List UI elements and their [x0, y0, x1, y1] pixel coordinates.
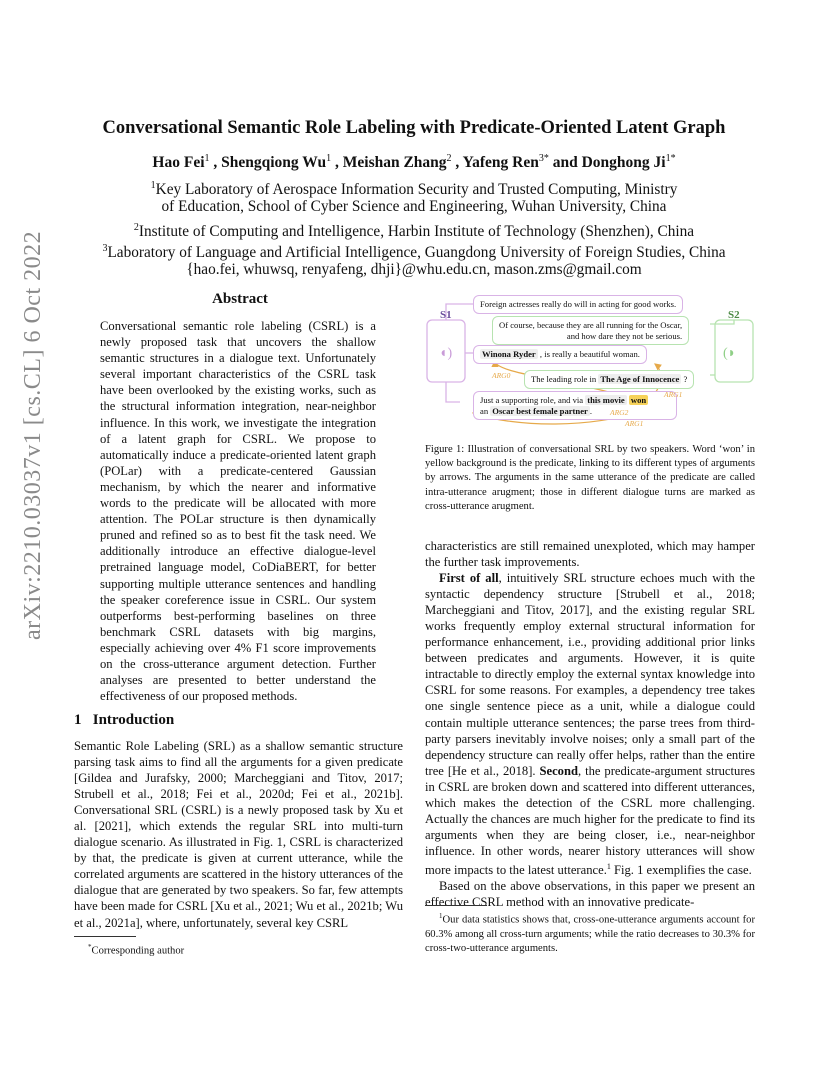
speaker-2-label: S2 — [728, 309, 740, 321]
author: Yafeng Ren — [462, 154, 539, 172]
author-emails: {hao.fei, whuwsq, renyafeng, dhji}@whu.edu.cn, mason.zms@gmail.com — [186, 261, 642, 278]
author: Hao Fei — [152, 154, 205, 172]
paragraph: characteristics are still remained unexploted, which may hamper the further task improvements. — [425, 539, 755, 570]
arxiv-identifier: arXiv:2210.03037v1 [cs.CL] 6 Oct 2022 — [20, 230, 46, 640]
utterance: The leading role in The Age of Innocence ? — [524, 370, 694, 389]
arg-label: ARG2 — [610, 408, 629, 417]
utterance: Foreign actresses really do will in acting for good works. — [473, 295, 683, 314]
affiliation: $^1$Key Laboratory of Aerospace Information Security and Trusted Computing, Ministry — [150, 180, 678, 199]
footnote-right: $^1$Our data statistics shows that, cross-one-utterance arguments account for 60.3% among all cross-turn arguments; while the ratio decreases to 30.3% for cross-two-utterance arguments. — [425, 905, 755, 956]
author: Donghong Ji — [581, 154, 666, 172]
arg-label: ARG0 — [492, 371, 511, 380]
utterance: Winona Ryder , is really a beautiful woman. — [473, 345, 647, 364]
abstract-heading: Abstract — [212, 291, 268, 307]
intro-left-column — [74, 738, 403, 931]
figure-1 — [425, 290, 755, 435]
paragraph: Semantic Role Labeling (SRL) as a shallow semantic structure parsing task aims to find all the arguments for a given predicate [Gildea and Jurafsky, 2000; Marcheggiani and Titov, 2017; Strubell et al., 2018; Fei et al., 2020d; Fei et al., 2021b]. Conversational SRL (CSRL) is a newly proposed task by Xu et al. [2021], which extends the regular SRL into multi-turn dialogue scenario. As illustrated in Fig. 1, CSRL is characterized by that, the predicate is given at current utterance, while the correlated arguments are scattered in the history utterances of the dialogue that are generated by two speakers. So far, few attempts have been made for CSRL [Xu et al., 2021; Wu et al., 2021b; Wu et al., 2021a], where, unfortunately, several key CSRL — [74, 739, 403, 930]
intro-right-column — [425, 538, 755, 910]
affiliation: of Education, School of Cyber Science and Engineering, Wuhan University, China — [161, 198, 667, 215]
footnote-left: *Corresponding author — [74, 936, 184, 959]
arg-label: ARG1 — [625, 419, 644, 428]
svg-text:(◗: (◗ — [723, 346, 737, 361]
figure-caption: Figure 1: Illustration of conversational SRL by two speakers. Word ‘won’ in yellow background is the predicate, linking to its different types of arguments by arrows. The arguments in the same utterance of the predicate are called intra-utterance arugment; those in different dialogue turns are marked as cross-utterance arugment. — [425, 444, 755, 512]
paper-title: Conversational Semantic Role Labeling with Predicate-Oriented Latent Graph — [102, 118, 726, 138]
paragraph: Based on the above observations, in this paper we present an effective CSRL method with an innovative predicate- — [425, 879, 755, 910]
arg-label: ARG1 — [664, 390, 683, 399]
author: Meishan Zhang — [342, 154, 447, 172]
svg-text:◖): ◖) — [439, 346, 453, 361]
utterance: Of course, because they are all running for the Oscar, and how dare they not be serious. — [492, 316, 689, 345]
utterance: Just a supporting role, and via this movie won an Oscar best female partner . — [473, 391, 677, 420]
author-list: Hao Fei$^1$ , Shengqiong Wu$^1$ , Meishan Zhang$^2$ , Yafeng Ren$^{3*}$ and Donghong $Ji^{1*}$ — [152, 153, 676, 172]
affiliation: $^2$Institute of Computing and Intelligence, Harbin Institute of Technology (Shenzhen), China — [133, 222, 695, 241]
affiliation: $^3$Laboratory of Language and Artificial Intelligence, Guangdong University of Foreign Studies, China — [102, 243, 726, 262]
author: Shengqiong Wu — [221, 154, 327, 172]
abstract-body: Conversational semantic role labeling (CSRL) is a newly proposed task that uncovers the shallow semantic structures in a dialogue text. Unfortunately several important characteristics of the CSRL task have been overlooked by the existing works, such as the structural information integration, near-neighbor influence. In this work, we investigate the integration of a latent graph for CSRL. We propose to automatically induce a predicate-oriented latent graph (POLar) with a predicate-centered Gaussian mechanism, by which the nearer and informative words to the predicate will be allocated with more attention. The POLar structure is then dynamically pruned and refined so as to best fit the task need. We additionally introduce an effective dialogue-level pretrained language model, CoDiaBERT, for better supporting multiple utterance sentences and handling the speaker coreference issue in CSRL. Our system outperforms best-performing baselines on three benchmark CSRL datasets with big margins, especially achieving over 4% F1 score improvements on the cross-utterance argument detection. Further analyses are presented to better understand the effectiveness of our proposed methods. — [100, 319, 376, 704]
paragraph: First of all, intuitively SRL structure echoes much with the syntactic dependency structure [Strubell et al., 2018; Marcheggiani and Titov, 2017], and the existing regular SRL works frequently employ external structural information for performance enhancement, i.e., providing additional prior links between predicates and arguments. However, it is quite intractable to directly employ the external syntax knowledge into CSRL for some reasons. For examples, a dependency tree takes one single sentence piece as a unit, while a dialogue could contain multiple utterance sentences; the parse trees from third-party parsers inevitably involve noises; only a small part of the dependency structure can really offer helps, rather than the entire tree [He et al., 2018]. Second, the predicate-argument structures in CSRL are broken down and scattered into different utterances, which makes the detection of the CSRL more challenging. Actually the chances are much higher for the predicate to find its arguments when they are being closer, i.e., near-neighbor influence. In other words, nearer history utterances will show more impacts to the latest utterance.$^1$ Fig. 1 exemplifies the case. — [425, 571, 755, 878]
predicate-highlight: won — [630, 395, 647, 405]
speaker-1-label: S1 — [440, 309, 452, 321]
section-heading: 1 Introduction — [74, 712, 175, 728]
